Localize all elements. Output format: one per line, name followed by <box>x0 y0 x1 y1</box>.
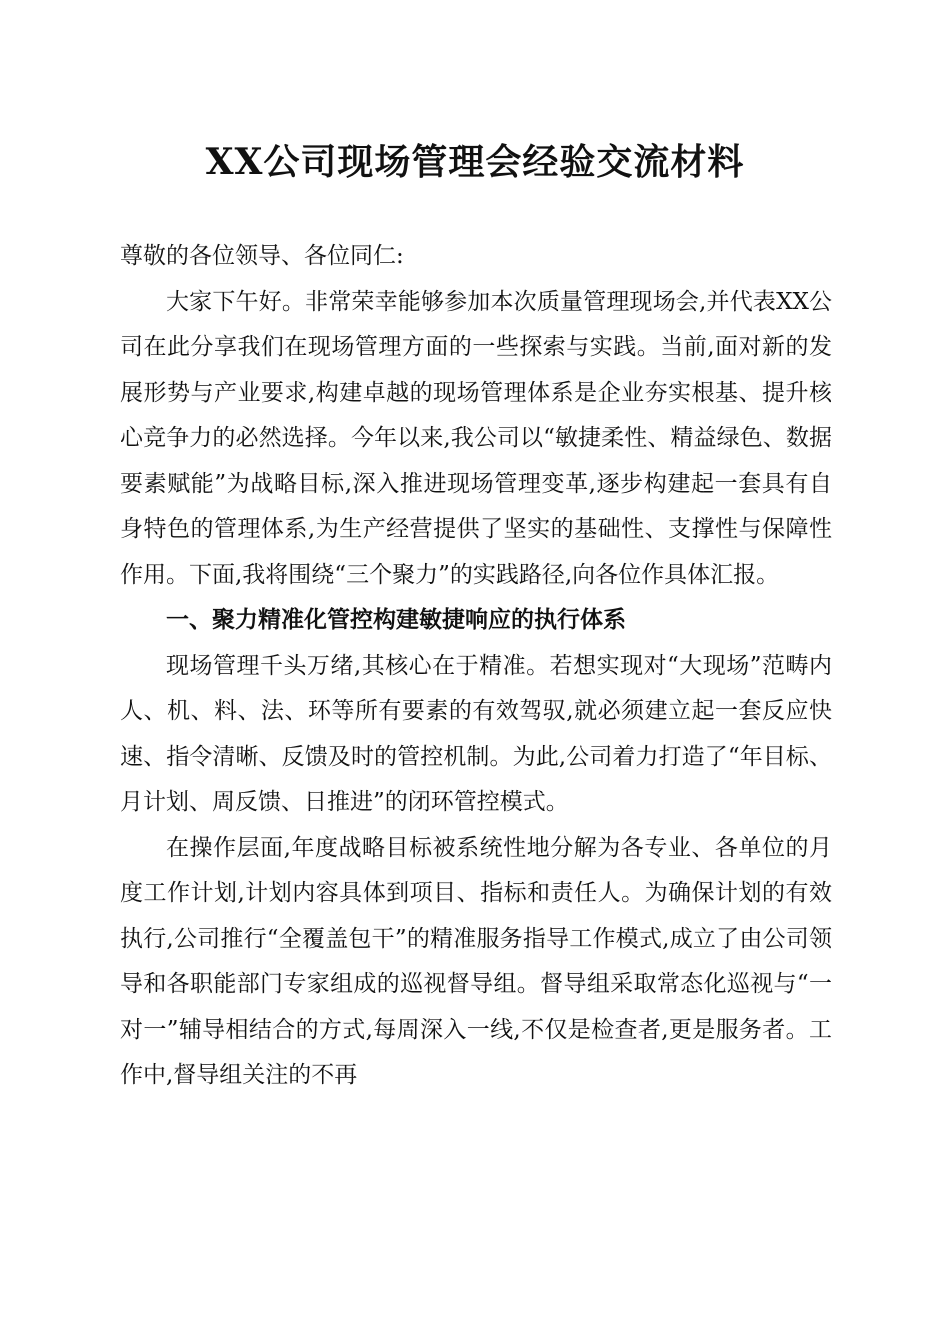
document-title: XX公司现场管理会经验交流材料 <box>205 141 745 183</box>
intro-paragraph: 大家下午好。非常荣幸能够参加本次质量管理现场会,并代表XX公司在此分享我们在现场管理方面的一些探索与实践。当前,面对新的发展形势与产业要求,构建卓越的现场管理体系是企业夯实根基、提升核心竞争力的必然选择。今年以来,我公司以“敏捷柔性、精益绿色、数据要素赋能”为战略目标,深入推进现场管理变革,逐步构建起一套具有自身特色的管理体系,为生产经营提供了坚实的基础性、支撑性与保障性作用。下面,我将围绕“三个聚力”的实践路径,向各位作具体汇报。 <box>120 288 832 588</box>
document-body <box>120 234 832 1099</box>
section1-paragraph-1: 现场管理千头万绪,其核心在于精准。若想实现对“大现场”范畴内人、机、料、法、环等所有要素的有效驾驭,就必须建立起一套反应快速、指令清晰、反馈及时的管控机制。为此,公司着力打造了“年目标、月计划、周反馈、日推进”的闭环管控模式。 <box>120 652 832 815</box>
salutation: 尊敬的各位领导、各位同仁: <box>120 243 404 269</box>
section-heading-1: 一、聚力精准化管控构建敏捷响应的执行体系 <box>166 607 626 633</box>
section1-paragraph-2: 在操作层面,年度战略目标被系统性地分解为各专业、各单位的月度工作计划,计划内容具体到项目、指标和责任人。为确保计划的有效执行,公司推行“全覆盖包干”的精准服务指导工作模式,成立了由公司领导和各职能部门专家组成的巡视督导组。督导组采取常态化巡视与“一对一”辅导相结合的方式,每周深入一线,不仅是检查者,更是服务者。工作中,督导组关注的不再 <box>120 834 832 1088</box>
